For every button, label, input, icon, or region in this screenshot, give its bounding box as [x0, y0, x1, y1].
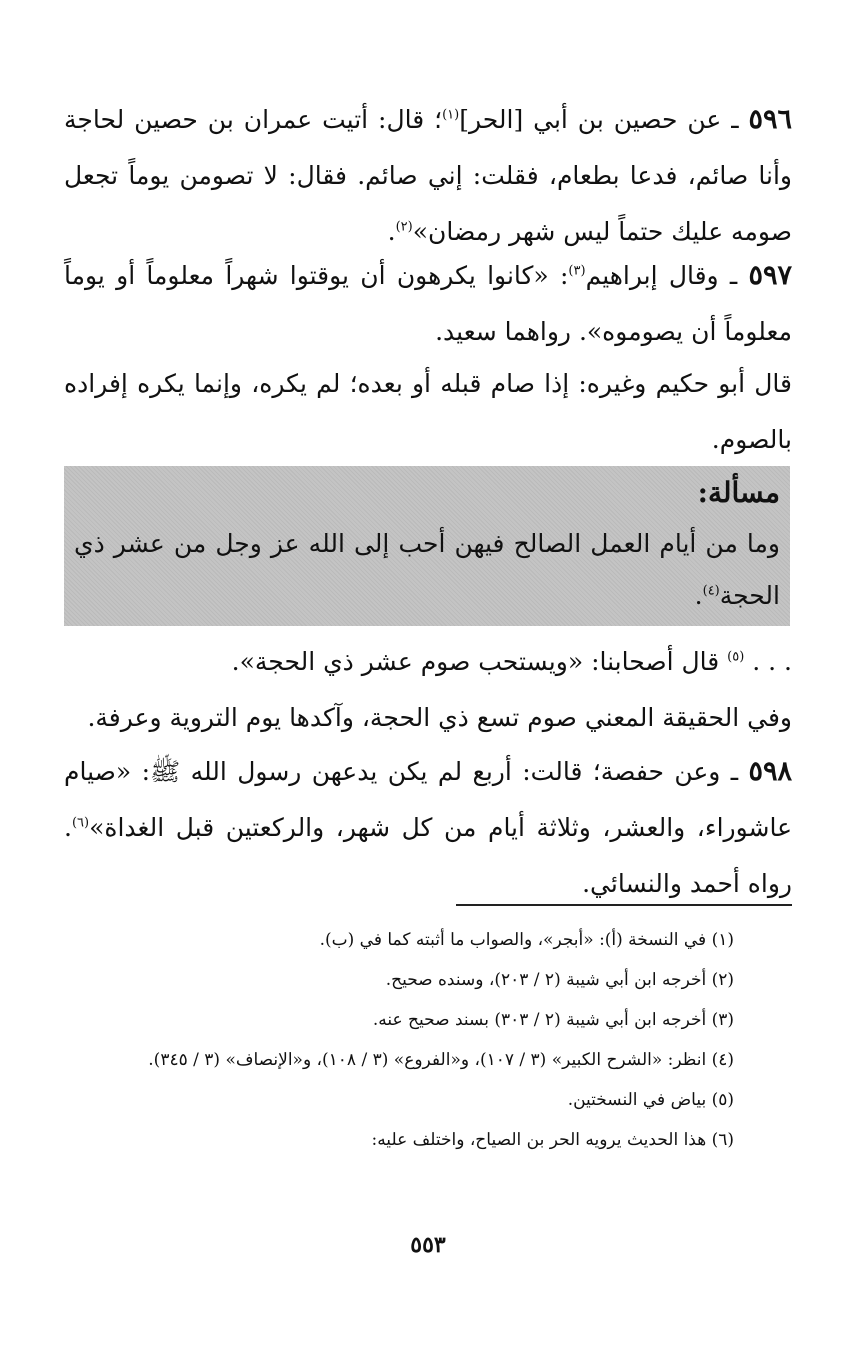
paragraph-text: .: [387, 217, 396, 246]
footnote-item: (٣) أخرجه ابن أبي شيبة (٢ / ٣٠٣) بسند صحيح عنه.: [372, 1010, 734, 1030]
paragraph-text: ـ عن حصين بن أبي [الحر]: [459, 105, 739, 134]
hadith-number: ٥٩٧: [748, 260, 792, 291]
paragraph-text: قال أصحابنا: «ويستحب صوم عشر ذي الحجة».: [231, 647, 728, 676]
footnote-item: (١) في النسخة (أ): «أبجر»، والصواب ما أثبته كما في (ب).: [319, 930, 734, 950]
paragraph-597: [64, 248, 792, 360]
footnote-marker: (٦): [71, 815, 90, 831]
footnote-marker: (٣): [568, 263, 586, 279]
footnotes-list: [64, 920, 734, 1160]
hadith-number: ٥٩٦: [748, 104, 792, 135]
paragraph-596: [64, 92, 792, 260]
footnote-separator: [456, 904, 792, 906]
footnote-item: (٢) أخرجه ابن أبي شيبة (٢ / ٢٠٣)، وسنده صحيح.: [385, 970, 734, 990]
masala-highlight-box: [64, 466, 790, 626]
footnote-marker: (١): [442, 107, 460, 123]
paragraph-text: ؛ قال: أتيت عمران بن حصين لحاجة وأنا صائم، فدعا بطعام، فقلت: إني صائم. فقال: لا تصومن يوماً تجعل صومه عليك حتماً ليس شهر رمضان»: [64, 105, 792, 246]
hadith-number: ٥٩٨: [748, 756, 792, 787]
paragraph-fi-haqiqa: وفي الحقيقة المعني صوم تسع ذي الحجة، وآكدها يوم التروية وعرفة.: [87, 703, 792, 732]
paragraph-text: . رواه أحمد والنسائي.: [64, 813, 792, 898]
footnote-marker: (٢): [395, 219, 413, 235]
ellipsis: . . .: [752, 647, 792, 676]
paragraph-abu-hakim: قال أبو حكيم وغيره: إذا صام قبله أو بعده؛ لم يكره، وإنما يكره إفراده بالصوم.: [64, 369, 792, 454]
paragraph-598: [64, 744, 792, 912]
paragraph-text: : «كانوا يكرهون أن يوقتوا شهراً معلوماً أو يوماً معلوماً أن يصوموه». رواهما سعيد.: [64, 261, 792, 346]
masala-text: [74, 518, 780, 622]
masala-end: .: [694, 581, 703, 610]
footnote-item: (٥) بياض في النسختين.: [567, 1090, 734, 1110]
paragraph-text: ـ وعن حفصة؛ قالت: أربع لم يكن يدعهن رسول الله ﷺ: «صيام عاشوراء، والعشر، وثلاثة أيام من كل شهر، والركعتين قبل الغداة»: [64, 757, 792, 842]
page-number: ٥٥٣: [410, 1232, 446, 1258]
footnote-item: (٦) هذا الحديث يرويه الحر بن الصياح، واختلف عليه:: [371, 1130, 734, 1150]
masala-title: مسألة:: [697, 476, 780, 509]
footnote-marker: (٥): [727, 649, 745, 665]
paragraph-ashabuna: [64, 634, 792, 690]
masala-body: وما من أيام العمل الصالح فيهن أحب إلى الله عز وجل من عشر ذي الحجة: [74, 529, 780, 610]
paragraph-text: ـ وقال إبراهيم: [585, 261, 738, 290]
footnote-marker: (٤): [702, 583, 720, 599]
footnote-item: (٤) انظر: «الشرح الكبير» (٣ / ١٠٧)، و«الفروع» (٣ / ١٠٨)، و«الإنصاف» (٣ / ٣٤٥).: [148, 1050, 734, 1070]
